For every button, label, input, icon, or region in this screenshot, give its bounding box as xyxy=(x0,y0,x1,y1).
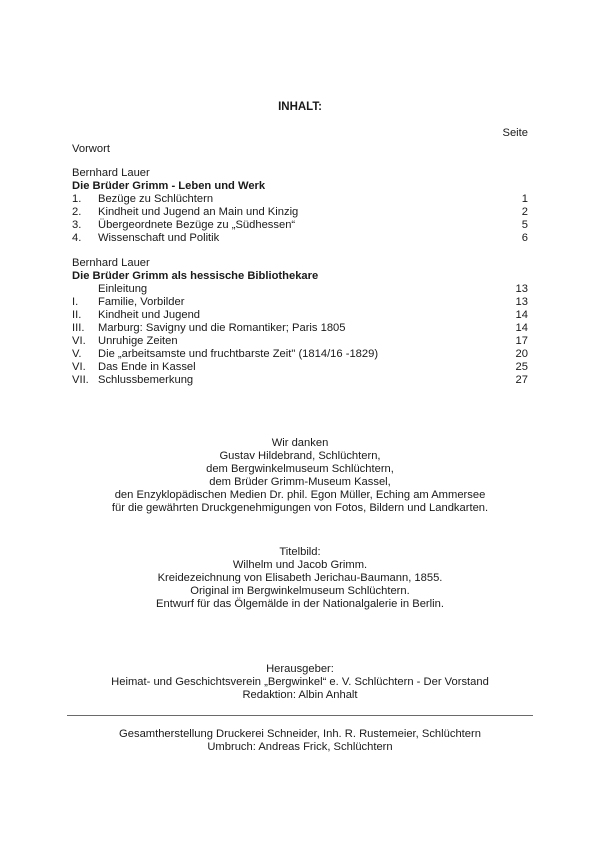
entry-label: Kindheit und Jugend an Main und Kinzig xyxy=(98,206,299,218)
entry-page: 25 xyxy=(515,361,528,373)
section-heading: Die Brüder Grimm - Leben und Werk xyxy=(72,180,266,192)
entry-page: 13 xyxy=(515,283,528,295)
entry-number: 2. xyxy=(72,206,82,218)
toc-entry xyxy=(72,309,528,322)
section-author: Bernhard Lauer xyxy=(72,257,150,269)
section-heading: Die Brüder Grimm als hessische Bibliothekare xyxy=(72,270,319,282)
toc-entry xyxy=(72,206,528,219)
entry-page: 14 xyxy=(515,309,528,321)
entry-number: VI. xyxy=(72,335,86,347)
entry-number: 3. xyxy=(72,219,82,231)
entry-label: Einleitung xyxy=(98,283,148,295)
acknowledgement-line: Gustav Hildebrand, Schlüchtern, xyxy=(219,450,381,462)
acknowledgement-line: den Enzyklopädischen Medien Dr. phil. Egon Müller, Eching am Ammersee xyxy=(114,489,486,501)
entry-number: I. xyxy=(72,296,79,308)
entry-label: Wissenschaft und Politik xyxy=(98,232,220,244)
entry-page: 20 xyxy=(515,348,528,360)
publisher-info xyxy=(0,663,600,702)
entry-label: Schlussbemerkung xyxy=(98,374,194,386)
toc-entry xyxy=(72,322,528,335)
divider-line xyxy=(67,715,533,716)
production-line: Umbruch: Andreas Frick, Schlüchtern xyxy=(207,741,393,753)
entry-number: 4. xyxy=(72,232,82,244)
production-line: Gesamtherstellung Druckerei Schneider, Inh. R. Rustemeier, Schlüchtern xyxy=(119,728,481,740)
toc-entry xyxy=(72,348,528,361)
toc-entry xyxy=(72,232,528,245)
toc-section-2 xyxy=(72,257,528,387)
entry-number: III. xyxy=(72,322,85,334)
entry-number: VI. xyxy=(72,361,86,373)
cover-credit-line: Entwurf für das Ölgemälde in der Nationalgalerie in Berlin. xyxy=(156,598,444,610)
entry-number: VII. xyxy=(72,374,89,386)
page-column-label: Seite xyxy=(502,127,528,139)
entry-label: Übergeordnete Bezüge zu „Südhessen“ xyxy=(98,219,296,231)
toc-section-1 xyxy=(72,167,528,245)
toc-entry xyxy=(72,193,528,206)
cover-credit-line: Wilhelm und Jacob Grimm. xyxy=(232,559,368,571)
entry-page: 27 xyxy=(515,374,528,386)
entry-number: V. xyxy=(72,348,82,360)
entry-label: Familie, Vorbilder xyxy=(98,296,185,308)
entry-page: 14 xyxy=(515,322,528,334)
publisher-line: Redaktion: Albin Anhalt xyxy=(242,689,358,701)
toc-entry xyxy=(72,335,528,348)
cover-credits xyxy=(0,546,600,611)
entry-label: Das Ende in Kassel xyxy=(98,361,196,373)
entry-page: 5 xyxy=(521,219,528,231)
production-info xyxy=(0,728,600,754)
cover-credit-line: Titelbild: xyxy=(279,546,321,558)
acknowledgement-line: dem Bergwinkelmuseum Schlüchtern, xyxy=(206,463,394,475)
entry-number: II. xyxy=(72,309,82,321)
entry-page: 13 xyxy=(515,296,528,308)
entry-number xyxy=(72,283,98,296)
preface-entry: Vorwort xyxy=(72,143,110,155)
acknowledgement-line: Wir danken xyxy=(271,437,329,449)
entry-page: 17 xyxy=(515,335,528,347)
cover-credit-line: Original im Bergwinkelmuseum Schlüchtern. xyxy=(190,585,410,597)
toc-entry xyxy=(72,296,528,309)
toc-entry xyxy=(72,374,528,387)
entry-number: 1. xyxy=(72,193,82,205)
entry-page: 6 xyxy=(521,232,528,244)
publisher-line: Heimat- und Geschichtsverein „Bergwinkel“ e. V. Schlüchtern - Der Vorstand xyxy=(111,676,489,688)
toc-entry xyxy=(72,219,528,232)
toc-entry xyxy=(72,283,528,296)
entry-label: Kindheit und Jugend xyxy=(98,309,201,321)
toc-entry xyxy=(72,361,528,374)
acknowledgement-line: dem Brüder Grimm-Museum Kassel, xyxy=(209,476,391,488)
entry-label: Bezüge zu Schlüchtern xyxy=(98,193,214,205)
entry-label: Die „arbeitsamste und fruchtbarste Zeit" (1814/16 -1829) xyxy=(98,348,379,360)
toc-title: INHALT: xyxy=(278,101,322,113)
publisher-line: Herausgeber: xyxy=(266,663,334,675)
acknowledgement-line: für die gewährten Druckgenehmigungen von Fotos, Bildern und Landkarten. xyxy=(111,502,489,514)
section-author: Bernhard Lauer xyxy=(72,167,150,179)
cover-credit-line: Kreidezeichnung von Elisabeth Jerichau-Baumann, 1855. xyxy=(157,572,443,584)
acknowledgements xyxy=(0,437,600,515)
entry-label: Unruhige Zeiten xyxy=(98,335,178,347)
entry-page: 2 xyxy=(521,206,528,218)
entry-page: 1 xyxy=(521,193,528,205)
entry-label: Marburg: Savigny und die Romantiker; Paris 1805 xyxy=(98,322,346,334)
